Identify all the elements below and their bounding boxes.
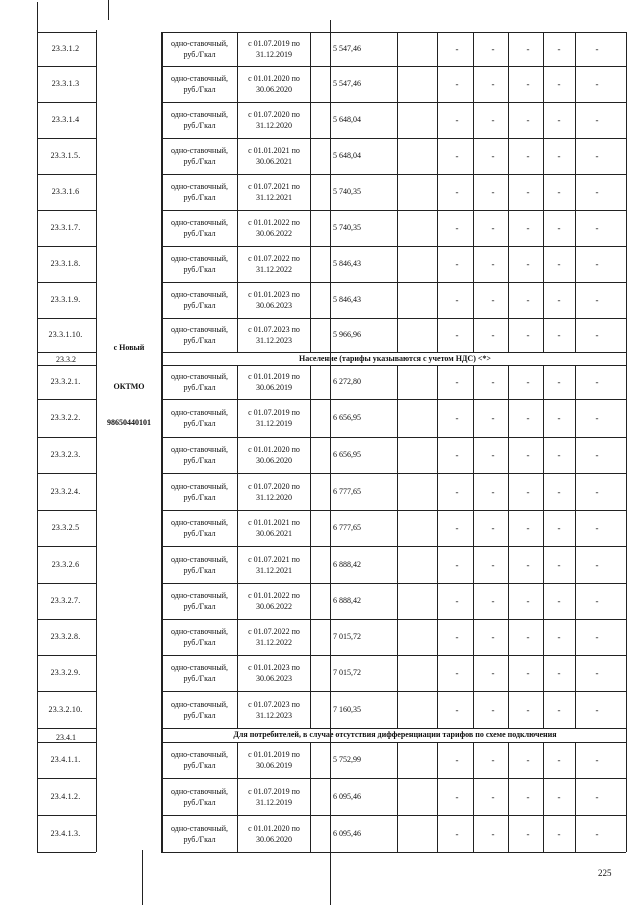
grid-line <box>108 0 109 20</box>
empty-cell-dash: - <box>491 828 495 839</box>
empty-cell-dash: - <box>595 450 599 460</box>
empty-cell-dash: - <box>595 704 599 715</box>
row-period: с 01.07.2023 по 31.12.2023 <box>248 325 300 345</box>
empty-cell-dash: - <box>455 259 459 269</box>
grid-line <box>397 742 398 852</box>
empty-cell-dash: - <box>455 704 459 715</box>
grid-line <box>161 174 626 175</box>
empty-cell-dash: - <box>526 559 530 570</box>
grid-line <box>473 32 474 352</box>
empty-cell-dash: - <box>526 596 530 606</box>
row-code: 23.3.2.7. <box>50 596 81 605</box>
empty-cell-dash: - <box>526 755 530 765</box>
row-code: 23.4.1.1. <box>50 755 81 764</box>
empty-cell-dash: - <box>491 523 495 533</box>
grid-line <box>161 742 626 743</box>
empty-cell-dash: - <box>455 791 459 802</box>
row-tariff-value: 6 272,80 <box>333 377 361 386</box>
row-period: с 01.07.2021 по 31.12.2021 <box>248 182 300 202</box>
empty-cell-dash: - <box>491 79 495 89</box>
empty-cell-dash: - <box>557 330 561 340</box>
empty-cell-dash: - <box>557 115 561 125</box>
grid-line <box>161 437 626 438</box>
row-code: 23.3.2.6 <box>51 559 80 569</box>
grid-line <box>37 246 96 247</box>
grid-line <box>543 365 544 728</box>
row-tariff-value: 5 648,04 <box>333 151 361 160</box>
grid-line <box>473 365 474 728</box>
empty-cell-dash: - <box>595 559 599 570</box>
row-rate-type: одно-ставочный, руб./Гкал <box>171 290 228 310</box>
row-rate-type: одно-ставочный, руб./Гкал <box>171 372 228 392</box>
empty-cell-dash: - <box>557 755 561 765</box>
oktmo-label: ОКТМО <box>113 382 145 391</box>
grid-line <box>161 473 626 474</box>
empty-cell-dash: - <box>595 668 599 678</box>
empty-cell-dash: - <box>491 295 495 305</box>
grid-line <box>437 32 438 352</box>
empty-cell-dash: - <box>595 44 599 54</box>
grid-line <box>37 473 96 474</box>
empty-cell-dash: - <box>455 330 459 340</box>
grid-line <box>397 365 398 728</box>
empty-cell-dash: - <box>455 295 459 305</box>
empty-cell-dash: - <box>526 44 530 54</box>
grid-line <box>437 742 438 852</box>
empty-cell-dash: - <box>526 377 530 387</box>
grid-line <box>37 102 96 103</box>
grid-line <box>310 365 311 728</box>
empty-cell-dash: - <box>557 450 561 460</box>
row-period: с 01.01.2019 по 30.06.2019 <box>248 750 300 770</box>
empty-cell-dash: - <box>491 596 495 606</box>
grid-line <box>543 32 544 352</box>
empty-cell-dash: - <box>557 704 561 715</box>
empty-cell-dash: - <box>526 413 530 423</box>
grid-line <box>37 32 96 33</box>
grid-line <box>37 138 96 139</box>
row-rate-type: одно-ставочный, руб./Гкал <box>171 699 228 720</box>
row-rate-type: одно-ставочный, руб./Гкал <box>171 786 228 807</box>
empty-cell-dash: - <box>557 295 561 305</box>
grid-line <box>161 102 626 103</box>
empty-cell-dash: - <box>526 791 530 802</box>
empty-cell-dash: - <box>557 413 561 423</box>
empty-cell-dash: - <box>491 486 495 497</box>
grid-line <box>161 138 626 139</box>
row-rate-type: одно-ставочный, руб./Гкал <box>171 554 228 575</box>
row-tariff-value: 5 846,43 <box>333 259 361 268</box>
row-period: с 01.01.2021 по 30.06.2021 <box>248 518 300 538</box>
row-period: с 01.01.2023 по 30.06.2023 <box>248 290 300 310</box>
row-code: 23.3.1.9. <box>50 295 81 304</box>
grid-line <box>37 546 96 547</box>
empty-cell-dash: - <box>455 828 459 839</box>
grid-line <box>161 282 626 283</box>
row-tariff-value: 7 015,72 <box>333 632 361 641</box>
grid-line <box>508 365 509 728</box>
grid-line <box>161 728 626 729</box>
empty-cell-dash: - <box>595 187 599 197</box>
empty-cell-dash: - <box>455 377 459 387</box>
row-period: с 01.07.2023 по 31.12.2023 <box>248 699 300 720</box>
row-code: 23.3.1.6 <box>51 187 80 196</box>
row-code: 23.3.2.8. <box>50 632 81 641</box>
empty-cell-dash: - <box>557 523 561 533</box>
grid-line <box>161 318 626 319</box>
settlement-label: с Новый <box>113 343 145 352</box>
row-tariff-value: 6 095,46 <box>333 828 361 838</box>
empty-cell-dash: - <box>595 596 599 606</box>
row-tariff-value: 6 888,42 <box>333 596 361 605</box>
row-rate-type: одно-ставочный, руб./Гкал <box>171 254 228 274</box>
grid-line <box>161 246 626 247</box>
grid-line <box>37 691 96 692</box>
grid-line <box>161 352 626 353</box>
row-period: с 01.07.2021 по 31.12.2021 <box>248 554 300 575</box>
grid-line <box>37 318 96 319</box>
empty-cell-dash: - <box>455 115 459 125</box>
grid-line <box>161 778 626 779</box>
empty-cell-dash: - <box>455 486 459 497</box>
empty-cell-dash: - <box>595 151 599 161</box>
row-tariff-value: 6 777,65 <box>333 486 361 496</box>
row-tariff-value: 5 740,35 <box>333 187 361 196</box>
row-period: с 01.01.2020 по 30.06.2020 <box>248 823 300 844</box>
empty-cell-dash: - <box>557 377 561 387</box>
grid-line <box>37 282 96 283</box>
empty-cell-dash: - <box>557 668 561 678</box>
empty-cell-dash: - <box>491 413 495 423</box>
empty-cell-dash: - <box>491 187 495 197</box>
empty-cell-dash: - <box>595 486 599 497</box>
empty-cell-dash: - <box>526 632 530 642</box>
grid-line <box>237 365 238 728</box>
grid-line <box>37 742 96 743</box>
row-code: 23.3.2.2. <box>50 413 81 422</box>
row-rate-type: одно-ставочный, руб./Гкал <box>171 823 228 844</box>
grid-line <box>575 742 576 852</box>
grid-line <box>310 32 311 352</box>
empty-cell-dash: - <box>526 828 530 839</box>
empty-cell-dash: - <box>491 259 495 269</box>
row-rate-type: одно-ставочный, руб./Гкал <box>171 481 228 502</box>
empty-cell-dash: - <box>526 223 530 233</box>
empty-cell-dash: - <box>595 828 599 839</box>
empty-cell-dash: - <box>491 632 495 642</box>
grid-line <box>161 510 626 511</box>
empty-cell-dash: - <box>557 44 561 54</box>
grid-line <box>310 742 311 852</box>
empty-cell-dash: - <box>526 79 530 89</box>
grid-line <box>37 852 96 853</box>
grid-line <box>37 2 38 852</box>
empty-cell-dash: - <box>557 632 561 642</box>
empty-cell-dash: - <box>455 187 459 197</box>
empty-cell-dash: - <box>455 223 459 233</box>
grid-line <box>96 30 97 852</box>
empty-cell-dash: - <box>455 559 459 570</box>
row-tariff-value: 5 966,96 <box>333 330 361 339</box>
grid-line <box>161 852 626 853</box>
row-rate-type: одно-ставочный, руб./Гкал <box>171 74 228 94</box>
row-code: 23.4.1.2. <box>50 791 81 801</box>
empty-cell-dash: - <box>491 668 495 678</box>
empty-cell-dash: - <box>595 413 599 423</box>
empty-cell-dash: - <box>595 79 599 89</box>
row-tariff-value: 5 648,04 <box>333 115 361 124</box>
row-period: с 01.07.2022 по 31.12.2022 <box>248 254 300 274</box>
empty-cell-dash: - <box>557 486 561 497</box>
row-rate-type: одно-ставочный, руб./Гкал <box>171 39 228 59</box>
empty-cell-dash: - <box>557 791 561 802</box>
grid-line <box>237 32 238 352</box>
grid-line <box>473 742 474 852</box>
row-period: с 01.07.2019 по 31.12.2019 <box>248 39 300 59</box>
row-rate-type: одно-ставочный, руб./Гкал <box>171 110 228 130</box>
grid-line <box>575 365 576 728</box>
grid-line <box>37 510 96 511</box>
empty-cell-dash: - <box>595 115 599 125</box>
section-title: Для потребителей, в случае отсутствия дифференциации тарифов по схеме подключения <box>233 730 557 739</box>
row-tariff-value: 6 777,65 <box>333 523 361 532</box>
row-code: 23.3.1.5. <box>50 151 81 160</box>
grid-line <box>237 742 238 852</box>
empty-cell-dash: - <box>526 151 530 161</box>
empty-cell-dash: - <box>455 632 459 642</box>
row-code: 23.3.2.4. <box>50 486 81 496</box>
row-code: 23.3.1.7. <box>50 223 81 232</box>
empty-cell-dash: - <box>455 450 459 460</box>
row-code: 23.3.2.3. <box>50 450 81 459</box>
empty-cell-dash: - <box>455 523 459 533</box>
row-period: с 01.01.2019 по 30.06.2019 <box>248 372 300 392</box>
empty-cell-dash: - <box>526 704 530 715</box>
grid-line <box>161 655 626 656</box>
row-period: с 01.01.2022 по 30.06.2022 <box>248 218 300 238</box>
empty-cell-dash: - <box>491 559 495 570</box>
empty-cell-dash: - <box>491 151 495 161</box>
page-number: 225 <box>598 868 612 878</box>
section-code: 23.3.2 <box>56 355 76 364</box>
row-code: 23.3.2.10. <box>48 704 83 714</box>
row-code: 23.3.1.8. <box>50 259 81 268</box>
grid-line <box>142 850 143 905</box>
empty-cell-dash: - <box>557 828 561 839</box>
row-rate-type: одно-ставочный, руб./Гкал <box>171 750 228 770</box>
empty-cell-dash: - <box>491 450 495 460</box>
grid-line <box>161 32 163 852</box>
grid-line <box>161 32 626 33</box>
row-rate-type: одно-ставочный, руб./Гкал <box>171 408 228 428</box>
empty-cell-dash: - <box>595 295 599 305</box>
row-code: 23.3.2.5 <box>51 523 80 532</box>
row-tariff-value: 7 160,35 <box>333 704 361 714</box>
grid-line <box>161 546 626 547</box>
empty-cell-dash: - <box>455 79 459 89</box>
row-tariff-value: 5 846,43 <box>333 295 361 304</box>
empty-cell-dash: - <box>491 791 495 802</box>
grid-line <box>37 815 96 816</box>
empty-cell-dash: - <box>455 413 459 423</box>
row-rate-type: одно-ставочный, руб./Гкал <box>171 325 228 345</box>
row-period: с 01.01.2020 по 30.06.2020 <box>248 445 300 465</box>
row-period: с 01.01.2022 по 30.06.2022 <box>248 591 300 611</box>
row-code: 23.3.1.4 <box>51 115 80 124</box>
row-period: с 01.01.2020 по 30.06.2020 <box>248 74 300 94</box>
grid-line <box>37 352 96 353</box>
row-code: 23.4.1.3. <box>50 828 81 838</box>
grid-line <box>161 66 626 67</box>
grid-line <box>37 778 96 779</box>
empty-cell-dash: - <box>491 755 495 765</box>
empty-cell-dash: - <box>455 151 459 161</box>
empty-cell-dash: - <box>491 330 495 340</box>
grid-line <box>37 728 96 729</box>
grid-line <box>161 691 626 692</box>
empty-cell-dash: - <box>455 668 459 678</box>
grid-line <box>508 32 509 352</box>
row-period: с 01.01.2021 по 30.06.2021 <box>248 146 300 166</box>
empty-cell-dash: - <box>557 187 561 197</box>
empty-cell-dash: - <box>455 596 459 606</box>
empty-cell-dash: - <box>526 523 530 533</box>
grid-line <box>37 174 96 175</box>
empty-cell-dash: - <box>595 259 599 269</box>
empty-cell-dash: - <box>557 596 561 606</box>
grid-line <box>161 365 626 366</box>
row-tariff-value: 5 740,35 <box>333 223 361 232</box>
row-rate-type: одно-ставочный, руб./Гкал <box>171 182 228 202</box>
empty-cell-dash: - <box>526 115 530 125</box>
row-period: с 01.01.2023 по 30.06.2023 <box>248 663 300 683</box>
row-rate-type: одно-ставочный, руб./Гкал <box>171 627 228 647</box>
row-period: с 01.07.2019 по 31.12.2019 <box>248 786 300 807</box>
grid-line <box>37 66 96 67</box>
row-tariff-value: 5 547,46 <box>333 44 361 53</box>
grid-line <box>575 32 576 352</box>
empty-cell-dash: - <box>455 755 459 765</box>
empty-cell-dash: - <box>455 44 459 54</box>
grid-line <box>37 583 96 584</box>
empty-cell-dash: - <box>557 151 561 161</box>
grid-line <box>161 619 626 620</box>
empty-cell-dash: - <box>595 523 599 533</box>
empty-cell-dash: - <box>491 377 495 387</box>
row-tariff-value: 7 015,72 <box>333 668 361 677</box>
empty-cell-dash: - <box>595 377 599 387</box>
empty-cell-dash: - <box>557 559 561 570</box>
grid-line <box>37 399 96 400</box>
empty-cell-dash: - <box>557 79 561 89</box>
grid-line <box>37 655 96 656</box>
grid-line <box>37 365 96 366</box>
empty-cell-dash: - <box>595 330 599 340</box>
row-period: с 01.07.2020 по 31.12.2020 <box>248 110 300 130</box>
row-tariff-value: 6 656,95 <box>333 450 361 459</box>
empty-cell-dash: - <box>595 791 599 802</box>
grid-line <box>161 399 626 400</box>
empty-cell-dash: - <box>491 704 495 715</box>
section-title: Население (тарифы указываются с учетом НДС) <*> <box>299 354 491 363</box>
grid-line <box>543 742 544 852</box>
empty-cell-dash: - <box>526 295 530 305</box>
empty-cell-dash: - <box>595 223 599 233</box>
row-tariff-value: 6 656,95 <box>333 413 361 422</box>
empty-cell-dash: - <box>491 115 495 125</box>
empty-cell-dash: - <box>526 187 530 197</box>
empty-cell-dash: - <box>491 223 495 233</box>
empty-cell-dash: - <box>491 44 495 54</box>
grid-line <box>37 437 96 438</box>
row-tariff-value: 5 752,99 <box>333 755 361 764</box>
empty-cell-dash: - <box>595 632 599 642</box>
row-period: с 01.07.2019 по 31.12.2019 <box>248 408 300 428</box>
grid-line <box>437 365 438 728</box>
row-rate-type: одно-ставочный, руб./Гкал <box>171 591 228 611</box>
oktmo-code: 98650440101 <box>107 418 151 427</box>
row-code: 23.3.2.9. <box>50 668 81 677</box>
grid-line <box>397 32 398 352</box>
grid-line <box>37 210 96 211</box>
empty-cell-dash: - <box>526 259 530 269</box>
section-code: 23.4.1 <box>56 733 76 742</box>
empty-cell-dash: - <box>595 755 599 765</box>
empty-cell-dash: - <box>526 450 530 460</box>
row-tariff-value: 6 888,42 <box>333 559 361 569</box>
row-rate-type: одно-ставочный, руб./Гкал <box>171 445 228 465</box>
grid-line <box>330 20 331 905</box>
grid-line <box>626 32 627 852</box>
row-code: 23.3.1.2 <box>51 44 80 53</box>
grid-line <box>508 742 509 852</box>
row-period: с 01.07.2020 по 31.12.2020 <box>248 481 300 502</box>
grid-line <box>161 815 626 816</box>
grid-line <box>161 210 626 211</box>
row-rate-type: одно-ставочный, руб./Гкал <box>171 663 228 683</box>
empty-cell-dash: - <box>526 330 530 340</box>
row-code: 23.3.2.1. <box>50 377 81 386</box>
row-rate-type: одно-ставочный, руб./Гкал <box>171 218 228 238</box>
grid-line <box>37 619 96 620</box>
empty-cell-dash: - <box>526 486 530 497</box>
empty-cell-dash: - <box>557 223 561 233</box>
row-tariff-value: 6 095,46 <box>333 791 361 801</box>
grid-line <box>161 583 626 584</box>
empty-cell-dash: - <box>557 259 561 269</box>
row-tariff-value: 5 547,46 <box>333 79 361 88</box>
empty-cell-dash: - <box>526 668 530 678</box>
row-rate-type: одно-ставочный, руб./Гкал <box>171 146 228 166</box>
row-code: 23.3.1.3 <box>51 79 80 88</box>
row-period: с 01.07.2022 по 31.12.2022 <box>248 627 300 647</box>
row-code: 23.3.1.10. <box>48 330 83 339</box>
row-rate-type: одно-ставочный, руб./Гкал <box>171 518 228 538</box>
